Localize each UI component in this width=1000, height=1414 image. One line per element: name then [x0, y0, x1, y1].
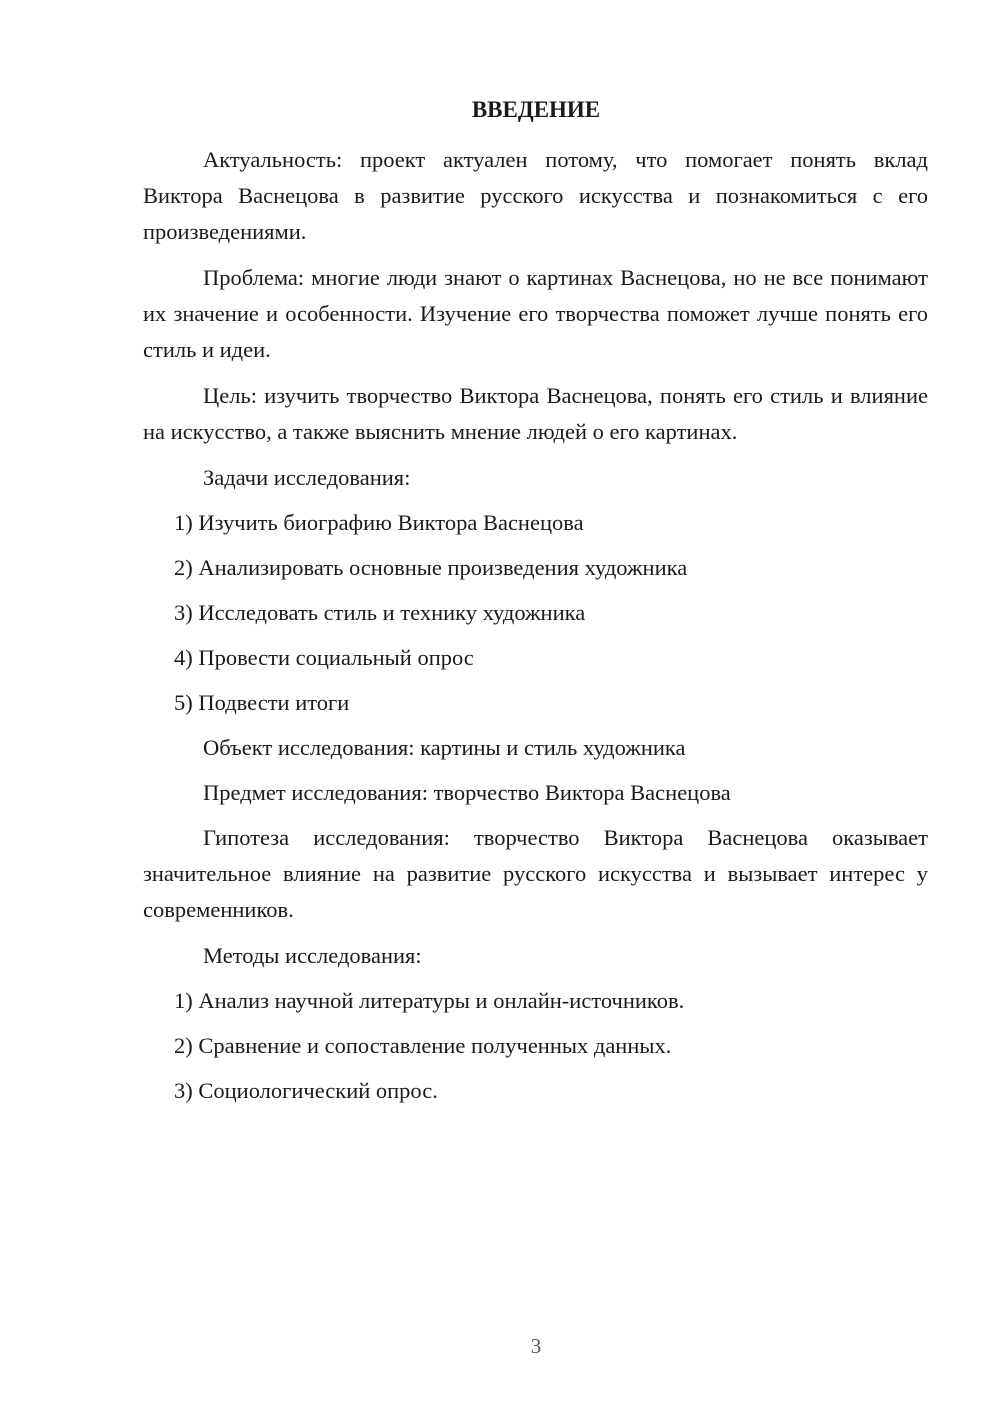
paragraph-problem: Проблема: многие люди знают о картинах Васнецова, но не все понимают их значение и особенности. Изучение его творчества поможет лучше понять его стиль и идеи.: [143, 265, 928, 362]
task-item: 1) Изучить биографию Виктора Васнецова: [174, 510, 584, 535]
paragraph-goal: Цель: изучить творчество Виктора Васнецова, понять его стиль и влияние на искусство, а также выяснить мнение людей о его картинах.: [143, 383, 928, 444]
task-item: 5) Подвести итоги: [174, 690, 350, 715]
method-item: 1) Анализ научной литературы и онлайн-источников.: [174, 988, 685, 1013]
paragraph-hypothesis: Гипотеза исследования: творчество Виктора Васнецова оказывает значительное влияние на развитие русского искусства и вызывает интерес у современников.: [143, 825, 928, 922]
method-item: 2) Сравнение и сопоставление полученных данных.: [174, 1033, 672, 1058]
task-item: 4) Провести социальный опрос: [174, 645, 474, 670]
task-item: 3) Исследовать стиль и технику художника: [174, 600, 586, 625]
page-number: 3: [530, 1334, 542, 1358]
tasks-heading: Задачи исследования:: [203, 465, 411, 490]
task-item: 2) Анализировать основные произведения художника: [174, 555, 688, 580]
document-body: [143, 142, 928, 1118]
section-title: ВВЕДЕНИЕ: [471, 97, 601, 122]
methods-heading: Методы исследования:: [203, 943, 422, 968]
research-subject: Предмет исследования: творчество Виктора Васнецова: [203, 780, 731, 805]
research-object: Объект исследования: картины и стиль художника: [203, 735, 686, 760]
method-item: 3) Социологический опрос.: [174, 1078, 438, 1103]
paragraph-relevance: Актуальность: проект актуален потому, что помогает понять вклад Виктора Васнецова в развитие русского искусства и познакомиться с его произведениями.: [143, 147, 928, 244]
